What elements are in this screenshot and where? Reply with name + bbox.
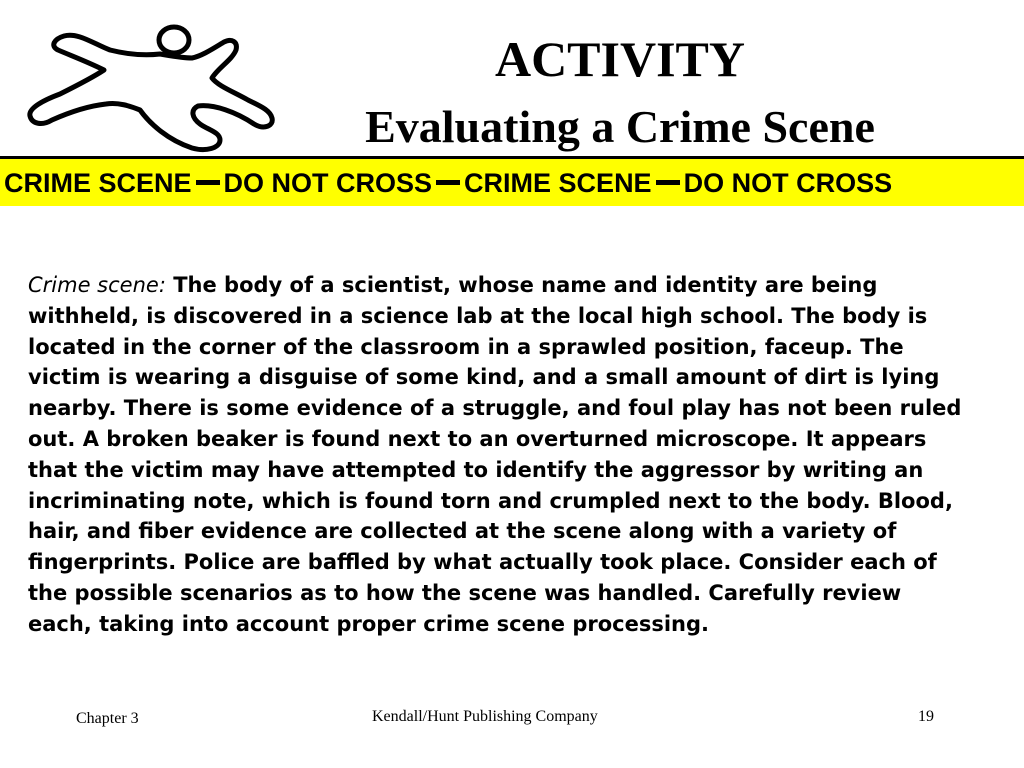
crime-scene-tape [0,156,1024,206]
footer-page-number: 19 [918,708,934,725]
tape-separator [656,180,680,185]
footer-chapter: Chapter 3 [76,710,139,727]
description-line: incriminating note, which is found torn and crumpled next to the body. Blood, [28,488,953,513]
description-line: out. A broken beaker is found next to an overturned microscope. It appears [28,426,927,451]
description-line: fingerprints. Police are baffled by what actually took place. Consider each of [28,550,937,575]
description-line: nearby. There is some evidence of a struggle, and foul play has not been ruled [28,396,962,421]
description-lead: Crime scene: [28,273,166,297]
crime-scene-description [28,270,1024,640]
description-line: hair, and fiber evidence are collected at the scene along with a variety of [28,519,897,544]
tape-separator [196,180,220,185]
tape-separator [436,180,460,185]
description-line: each, taking into account proper crime scene processing. [28,611,709,636]
tape-segment: CRIME SCENE [464,168,652,198]
body-outline-icon [22,20,284,158]
description-line: the possible scenarios as to how the scene was handled. Carefully review [28,580,902,605]
footer-publisher: Kendall/Hunt Publishing Company [372,708,598,725]
tape-segment: CRIME SCENE [4,168,192,198]
description-line: that the victim may have attempted to identify the aggressor by writing an [28,457,924,482]
slide-title: ACTIVITY [494,31,746,87]
description-line: withheld, is discovered in a science lab at the local high school. The body is [28,303,928,328]
description-line: located in the corner of the classroom in a sprawled position, faceup. The [28,334,904,359]
tape-segment: DO NOT CROSS [223,168,433,198]
description-line: The body of a scientist, whose name and identity are being [165,273,878,297]
description-line: victim is wearing a disguise of some kind, and a small amount of dirt is lying [28,365,940,390]
tape-segment: DO NOT CROSS [683,168,893,198]
tape-text [4,165,892,201]
slide-subtitle: Evaluating a Crime Scene [365,101,875,152]
